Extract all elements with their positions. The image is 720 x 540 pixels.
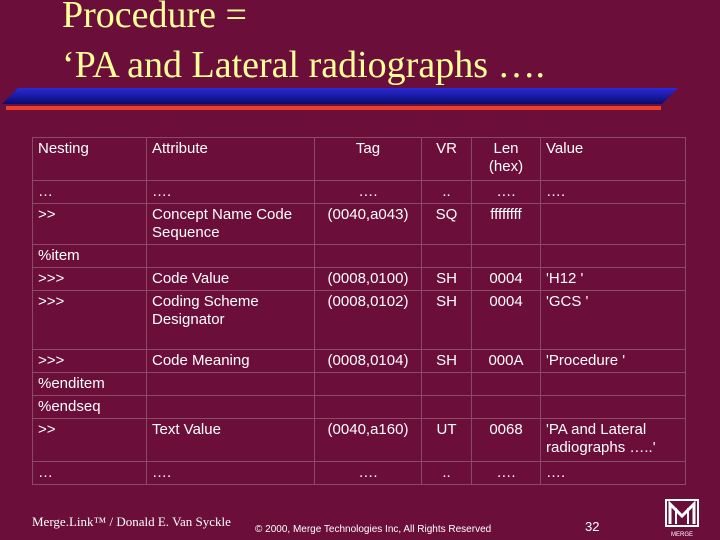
cell-nesting: … xyxy=(33,462,147,485)
cell-tag xyxy=(315,396,422,419)
cell-len: ffffffff xyxy=(472,204,541,245)
cell-tag: (0008,0100) xyxy=(315,268,422,291)
header-value: Value xyxy=(541,138,686,181)
cell-nesting: >>> xyxy=(33,350,147,373)
cell-value xyxy=(541,373,686,396)
header-vr: VR xyxy=(422,138,472,181)
slide-title xyxy=(62,0,545,90)
cell-len: …. xyxy=(472,462,541,485)
table-row xyxy=(33,396,686,419)
cell-nesting: %enditem xyxy=(33,373,147,396)
cell-tag: (0008,0102) xyxy=(315,291,422,350)
table-row xyxy=(33,181,686,204)
cell-attribute xyxy=(147,245,315,268)
cell-len xyxy=(472,245,541,268)
cell-nesting: >>> xyxy=(33,268,147,291)
cell-value: 'Procedure ' xyxy=(541,350,686,373)
merge-logo xyxy=(660,498,704,538)
cell-nesting: >> xyxy=(33,204,147,245)
table-row xyxy=(33,462,686,485)
cell-tag: (0040,a043) xyxy=(315,204,422,245)
cell-tag: (0040,a160) xyxy=(315,419,422,462)
cell-vr xyxy=(422,373,472,396)
cell-attribute xyxy=(147,396,315,419)
table-row xyxy=(33,419,686,462)
table-row xyxy=(33,350,686,373)
logo-text: MERGE xyxy=(670,532,694,538)
title-line-1: Procedure = xyxy=(62,0,247,36)
cell-vr xyxy=(422,245,472,268)
title-divider-bar xyxy=(0,88,668,110)
cell-value: 'H12 ' xyxy=(541,268,686,291)
cell-value: 'PA and Lateral radiographs …..' xyxy=(541,419,686,462)
header-tag: Tag xyxy=(315,138,422,181)
cell-vr xyxy=(422,396,472,419)
cell-vr: SQ xyxy=(422,204,472,245)
cell-value: …. xyxy=(541,181,686,204)
table-row xyxy=(33,268,686,291)
cell-attribute: …. xyxy=(147,462,315,485)
table-row xyxy=(33,291,686,350)
cell-vr: SH xyxy=(422,268,472,291)
cell-vr: SH xyxy=(422,350,472,373)
page-number: 32 xyxy=(585,519,600,534)
table-row xyxy=(33,204,686,245)
cell-vr: SH xyxy=(422,291,472,350)
cell-attribute: Coding Scheme Designator xyxy=(147,291,315,350)
cell-attribute xyxy=(147,373,315,396)
dicom-structure-table xyxy=(32,137,686,485)
table-header-row xyxy=(33,138,686,181)
title-line-2: ‘PA and Lateral radiographs …. xyxy=(62,44,545,86)
cell-nesting: >>> xyxy=(33,291,147,350)
divider-blue-band xyxy=(2,88,678,104)
cell-len: 0004 xyxy=(472,268,541,291)
footer-author: Merge.Link™ / Donald E. Van Syckle xyxy=(32,514,231,529)
cell-nesting: >> xyxy=(33,419,147,462)
cell-len xyxy=(472,396,541,419)
cell-tag: …. xyxy=(315,181,422,204)
cell-nesting: … xyxy=(33,181,147,204)
cell-attribute: Text Value xyxy=(147,419,315,462)
table-row xyxy=(33,373,686,396)
divider-red-line xyxy=(6,106,661,110)
cell-attribute: Code Meaning xyxy=(147,350,315,373)
cell-nesting: %item xyxy=(33,245,147,268)
header-len: Len (hex) xyxy=(472,138,541,181)
cell-len: …. xyxy=(472,181,541,204)
header-nesting: Nesting xyxy=(33,138,147,181)
cell-len: 0004 xyxy=(472,291,541,350)
footer-copyright: © 2000, Merge Technologies Inc, All Rights Reserved xyxy=(255,524,492,535)
cell-vr: .. xyxy=(422,462,472,485)
header-attribute: Attribute xyxy=(147,138,315,181)
dicom-table-container xyxy=(32,137,686,481)
cell-len xyxy=(472,373,541,396)
cell-value: …. xyxy=(541,462,686,485)
cell-value: 'GCS ' xyxy=(541,291,686,350)
cell-attribute: Code Value xyxy=(147,268,315,291)
cell-tag: …. xyxy=(315,462,422,485)
cell-value xyxy=(541,245,686,268)
cell-value xyxy=(541,396,686,419)
cell-len: 000A xyxy=(472,350,541,373)
cell-vr: .. xyxy=(422,181,472,204)
cell-attribute: …. xyxy=(147,181,315,204)
cell-tag xyxy=(315,373,422,396)
cell-value xyxy=(541,204,686,245)
cell-len: 0068 xyxy=(472,419,541,462)
cell-vr: UT xyxy=(422,419,472,462)
table-row xyxy=(33,245,686,268)
cell-tag xyxy=(315,245,422,268)
cell-attribute: Concept Name Code Sequence xyxy=(147,204,315,245)
cell-nesting: %endseq xyxy=(33,396,147,419)
cell-tag: (0008,0104) xyxy=(315,350,422,373)
